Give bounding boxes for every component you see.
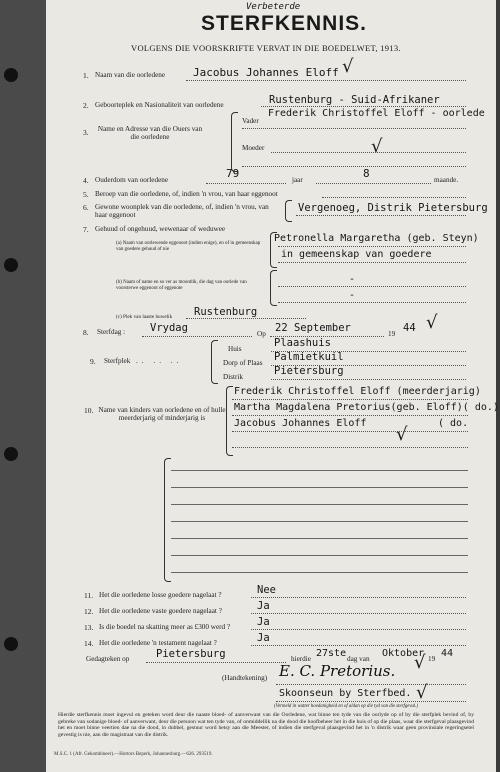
- form-subtitle: VOLGENS DIE VOORSKRIFTE VERVAT IN DIE BOEDELWET, 1913.: [131, 43, 401, 53]
- child-3-status: ( do.: [438, 418, 469, 429]
- brace: [231, 112, 238, 172]
- form-title: STERFKENNIS.: [201, 12, 368, 35]
- field-line: [171, 521, 468, 522]
- this-label: hierdie: [291, 655, 311, 663]
- year-prefix: 19: [388, 330, 396, 338]
- farm-label: Dorp of Plaas: [223, 359, 263, 367]
- estate-value-value: Ja: [257, 616, 270, 628]
- birthplace-label: Geboorteplek en Nasionaliteit van oorledene: [95, 101, 224, 109]
- field-line: [251, 597, 466, 598]
- field-number: 2.: [83, 101, 89, 110]
- field-line: [171, 572, 468, 573]
- age-label: Ouderdom van oorledene: [95, 176, 169, 184]
- fixed-property-label: Het die oorledene vaste goedere nagelaat ?: [99, 607, 222, 615]
- spouse-label: (a) Naam van oorlewende eggenoot (indien enige), en of in gemeenskap van goedere gehuud of nie: [116, 241, 261, 252]
- field-line: [171, 504, 468, 505]
- punch-hole: [4, 68, 18, 82]
- testament-label: Het die oorledene 'n testament nagelaat ?: [99, 639, 217, 647]
- field-number: 3.: [83, 128, 89, 137]
- field-number: 11.: [84, 591, 94, 600]
- day-of-label: dag van: [347, 655, 370, 663]
- father-label: Vader: [242, 117, 259, 125]
- field-line: [171, 555, 468, 556]
- field-line: [271, 379, 466, 380]
- annotation-top: Verbeterde: [246, 2, 301, 12]
- check-mark: √: [342, 56, 354, 77]
- brace: [226, 386, 233, 456]
- field-line: [296, 215, 466, 216]
- last-marriage-value: Rustenburg: [194, 306, 258, 318]
- dated-day-value: 27ste: [316, 648, 347, 659]
- field-line: [232, 447, 468, 448]
- field-line: [232, 431, 468, 432]
- field-line: [261, 106, 466, 107]
- punch-hole: [4, 637, 18, 651]
- check-mark: √: [371, 136, 383, 157]
- dated-month-value: Oktober: [382, 648, 425, 659]
- age-years-value: 79: [226, 167, 240, 180]
- brace: [211, 340, 218, 384]
- death-notice-form: [46, 0, 499, 772]
- field-line: [322, 197, 466, 198]
- fixed-property-value: Ja: [257, 600, 270, 612]
- brace: [164, 458, 171, 582]
- district-label: Distrik: [223, 373, 243, 381]
- dated-year-prefix: 19: [428, 655, 436, 663]
- father-value: Frederik Christoffel Eloff - oorlede: [268, 108, 485, 119]
- deceased-name-value: Jacobus Johannes Eloff: [193, 66, 339, 79]
- parents-label: Name en Adresse van die Ouers van die oorledene: [97, 125, 203, 141]
- house-label: Huis: [228, 345, 242, 353]
- dated-place-value: Pietersburg: [156, 648, 226, 660]
- birthplace-value: Rustenburg - Suid-Afrikaner: [269, 94, 440, 106]
- field-number: 4.: [83, 176, 89, 185]
- estate-value-label: Is die boedel na skatting meer as £300 werd ?: [99, 623, 231, 631]
- field-line: [278, 246, 466, 247]
- district-value: Pietersburg: [274, 365, 344, 377]
- child-3-value: Jacobus Johannes Eloff: [234, 418, 367, 429]
- field-number: 14.: [84, 639, 94, 648]
- field-line: [316, 183, 431, 184]
- field-number: 5.: [83, 190, 89, 199]
- field-number: 13.: [84, 623, 94, 632]
- check-mark: √: [414, 652, 426, 673]
- dated-year-value: 44: [441, 648, 454, 659]
- capacity-caption: (Vermeld in watter hoedanigheid en of aldan op die tyd van die sterfgeval.): [274, 704, 419, 709]
- house-value: Plaashuis: [274, 337, 331, 349]
- predeceased-date-value: -: [349, 290, 356, 301]
- field-line: [278, 286, 466, 287]
- death-day-label: Sterfdag :: [97, 328, 126, 336]
- punch-hole: [4, 447, 18, 461]
- field-line: [278, 302, 466, 303]
- death-date-value: 22 September: [275, 322, 351, 334]
- field-line: [142, 336, 252, 337]
- age-months-value: 8: [363, 167, 370, 180]
- place-of-death-label: Sterfplek: [104, 357, 131, 365]
- field-number: 7.: [83, 225, 89, 234]
- signature: E. C. Pretorius.: [279, 662, 396, 680]
- field-line: [242, 166, 466, 167]
- field-line: [242, 128, 466, 129]
- movable-property-label: Het die oorledene losse goedere nagelaat ?: [99, 591, 222, 599]
- field-number: 8.: [83, 328, 89, 337]
- field-line: [271, 152, 466, 153]
- movable-property-value: Nee: [257, 584, 276, 596]
- field-number: 12.: [84, 607, 94, 616]
- mother-label: Moeder: [242, 144, 265, 152]
- child-2-value: Martha Magdalena Pretorius(geb. Eloff)( do.): [234, 402, 499, 413]
- field-number: 1.: [83, 71, 89, 80]
- field-line: [276, 701, 466, 702]
- months-unit: maande.: [434, 176, 459, 184]
- field-line: [278, 262, 466, 263]
- on-label: Op: [257, 330, 266, 338]
- field-line: [146, 662, 286, 663]
- child-1-value: Frederik Christoffel Eloff (meerderjarig): [234, 386, 481, 397]
- field-number: 6.: [83, 203, 89, 212]
- film-strip: [0, 0, 46, 772]
- field-line: [232, 399, 468, 400]
- field-line: [186, 80, 466, 81]
- field-line: [186, 318, 306, 319]
- field-line: [232, 415, 468, 416]
- death-year-value: 44: [403, 322, 416, 334]
- children-label: Name van kinders van oorledene en of hulle meerderjarig of minderjarig is: [98, 406, 226, 422]
- punch-hole: [4, 258, 18, 272]
- brace: [285, 200, 292, 222]
- printer-line: M.S.C. 1 (Afr. Gekombineer).—Hortors Beperk, Johannesburg.—626. 293519.: [54, 752, 213, 757]
- field-line: [171, 487, 468, 488]
- weekday-value: Vrydag: [150, 322, 188, 334]
- name-label: Naam van die oorledene: [95, 71, 166, 79]
- predeceased-spouse-value: -: [349, 274, 356, 285]
- field-line: [271, 365, 466, 366]
- field-line: [251, 629, 466, 630]
- field-line: [171, 538, 468, 539]
- years-unit: jaar: [292, 176, 303, 184]
- vertical-instructions: [66, 520, 161, 580]
- last-marriage-label: (c) Plek van laaste huwelik: [116, 314, 173, 320]
- field-line: [251, 645, 466, 646]
- residence-label: Gewone woonplek van die oorledene, of, indien 'n vrou, van haar eggenoot: [95, 203, 269, 219]
- footer-instructions: Hierdie sterfkennis moet ingevul en geteken word deur die naaste bloed- of aanverwant van die Oorledene, wat binne ten tyde van die oorlyde op of by die sterfplek bevind of, by gebreke van sodanige bloed- of aanverwant, deur die persoon wat ten tyde van, of onmiddellik na die dood die hoofbeheer het in die huis of op die plaas, waar die sterfgeval plaasgevind het en moet binne veertien dae na die dood, in dubbel, gestuur word hetsy aan die Meester, of indien die sterfgeval plaasgevind het in 'n distrik waar geen provinsiale regeringsetel gevestig is nie, aan die magistraat van die distrik.: [58, 712, 474, 738]
- farm-value: Palmietkuil: [274, 351, 344, 363]
- brace: [270, 270, 277, 306]
- check-mark: √: [426, 312, 438, 333]
- predeceased-spouse-label: (b) Naam of name en so ver as moontlik, die dag van oorlede van voorsterwe eggenoot of eggenote: [116, 280, 247, 291]
- check-mark: √: [396, 424, 408, 445]
- field-line: [251, 613, 466, 614]
- field-line: [206, 183, 286, 184]
- capacity-value: Skoonseun by Sterfbed.: [279, 688, 412, 699]
- field-number: 9.: [90, 357, 96, 366]
- field-line: [276, 684, 466, 685]
- signature-label: (Handtekening): [222, 674, 268, 682]
- field-number: 10.: [84, 406, 94, 415]
- field-line: [171, 470, 468, 471]
- residence-value: Vergenoeg, Distrik Pietersburg: [298, 202, 488, 214]
- marital-label: Gehuud of ongehuud, wewenaar of weduwee: [95, 225, 226, 233]
- community-of-property-value: in gemeenskap van goedere: [281, 249, 432, 260]
- field-line: [271, 351, 466, 352]
- check-mark: √: [416, 682, 428, 703]
- occupation-label: Beroep van die oorledene, of, indien 'n vrou, van haar eggenoot: [95, 190, 278, 198]
- dotted-leader: .. .. ..: [136, 357, 183, 365]
- spouse-value: Petronella Margaretha (geb. Steyn): [274, 233, 479, 244]
- testament-value: Ja: [257, 632, 270, 644]
- dated-at-label: Gedagteken op: [86, 655, 130, 663]
